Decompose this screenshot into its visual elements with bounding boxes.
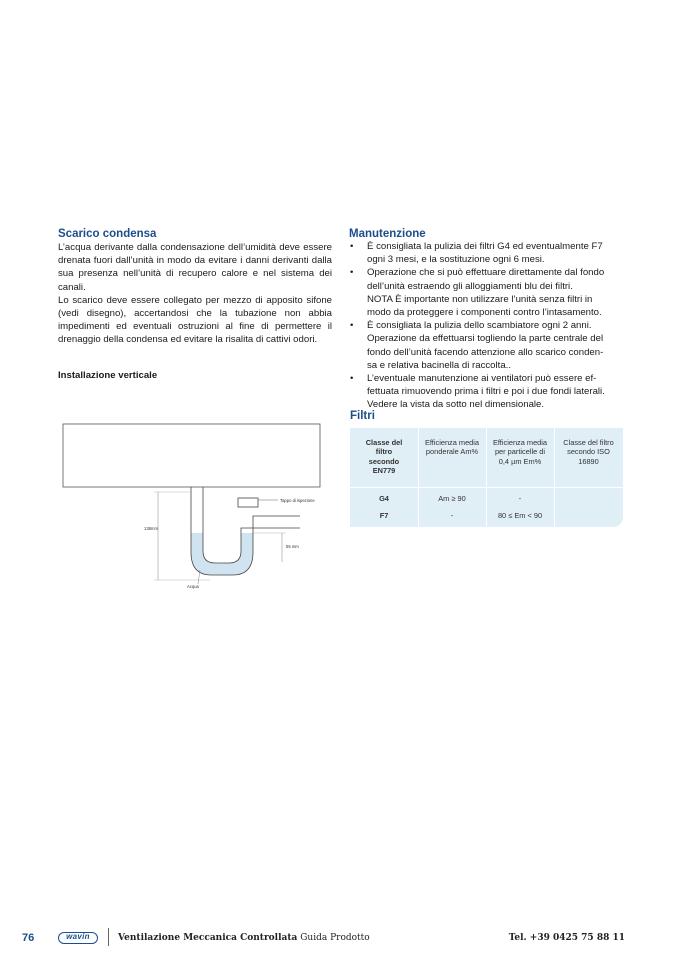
- bullet-line: • È consigliata la pulizia dello scambiatore ogni 2 anni.: [367, 320, 592, 332]
- label-depth: 55 mm: [286, 544, 299, 549]
- table-cell: 80 ≤ Em < 90: [497, 511, 543, 520]
- wavin-logo: [58, 932, 98, 944]
- section-title-filtri: Filtri: [350, 410, 375, 422]
- label-water: Acqua: [187, 584, 199, 589]
- header-line: per particelle di: [494, 447, 546, 457]
- table-header-cell: [418, 438, 486, 457]
- table-header-cell: [554, 438, 623, 466]
- maintenance-bullet: [349, 372, 629, 412]
- unit-box: [63, 424, 320, 487]
- maintenance-bullet: [349, 266, 629, 292]
- document-title-regular: Guida Prodotto: [300, 933, 370, 943]
- header-line: 0,4 µm Em%: [498, 456, 542, 466]
- bullet-line: ogni 3 mesi, e la sostituzione ogni 6 mesi.: [367, 254, 545, 266]
- maintenance-note: [349, 293, 629, 319]
- page-number: 76: [22, 932, 35, 944]
- table-cell: -: [450, 511, 454, 520]
- table-header-cell: [486, 438, 554, 466]
- bullet-line: Vedere la vista da sotto nel dimensionale.: [367, 399, 545, 411]
- scarico-condensa-body: [58, 241, 332, 347]
- bullet-line: dell’unità estraendo gli alloggiamenti blu dei filtri.: [367, 280, 573, 292]
- manutenzione-list: [349, 240, 629, 412]
- maintenance-bullet: [349, 319, 629, 372]
- subtitle-installazione-verticale: Installazione verticale: [58, 370, 158, 381]
- bullet-line: • È consigliata la pulizia dei filtri G4 ed eventualmente F7: [367, 241, 603, 252]
- document-title-bold: Ventilazione Meccanica Controllata: [118, 933, 298, 943]
- header-line: secondo: [368, 456, 400, 466]
- footer-separator: [108, 928, 109, 946]
- note-line: modo da proteggere i componenti contro l’intasamento.: [367, 307, 602, 319]
- maintenance-bullet: [349, 240, 629, 266]
- label-cap: Tappo di ispezione: [280, 498, 315, 503]
- header-line: filtro: [375, 447, 393, 457]
- table-header-cell: [350, 438, 418, 476]
- note-line: NOTA È importante non utilizzare l’unità senza filtri in: [367, 293, 593, 305]
- scarico-paragraph-2: Lo scarico deve essere collegato per mezzo di apposito sifone (vedi disegno), accertandosi che la tubazione non abbia impedimenti ed eventuali ostruzioni al fine di permettere il drenaggio della condensa ed evitare la risalita di cattivi odori.: [58, 294, 332, 346]
- bullet-line: • Operazione che si può effettuare direttamente dal fondo: [367, 267, 605, 279]
- logo-text: wavin: [66, 932, 90, 941]
- header-line: Classe del: [365, 438, 403, 447]
- scarico-paragraph-1: L’acqua derivante dalla condensazione dell’umidità deve essere drenata fuori dall’unità in modo da evitare i danni derivanti dalla sua presenza nell’unità di recupero calore e nel sistema dei canali.: [58, 242, 332, 293]
- header-line: Classe del filtro: [563, 438, 614, 447]
- bullet-line: sa e relativa bacinella di raccolta..: [367, 359, 511, 371]
- header-line: Efficienza media: [424, 438, 480, 447]
- bullet-line: fettuata rimuovendo prima i filtri e poi i due fondi laterali.: [367, 386, 605, 398]
- section-title-manutenzione: Manutenzione: [349, 228, 426, 240]
- inspection-cap: [238, 498, 258, 507]
- bullet-line: • L’eventuale manutenzione ai ventilatori può essere ef-: [367, 373, 597, 385]
- filter-table: [350, 428, 623, 527]
- table-header-divider: [350, 487, 623, 488]
- label-height: 138mm: [144, 526, 158, 531]
- page-footer: [0, 930, 678, 948]
- header-line: Efficienza media: [492, 438, 548, 447]
- header-line: ponderale Am%: [425, 447, 479, 457]
- bullet-line: fondo dell’unità facendo attenzione allo scarico conden-: [367, 346, 604, 358]
- section-title-scarico-condensa: Scarico condensa: [58, 228, 157, 240]
- header-line: secondo ISO: [567, 447, 610, 457]
- footer-phone: Tel. +39 0425 75 88 11: [508, 933, 625, 943]
- water-fill: [191, 533, 253, 575]
- table-cell: Am ≥ 90: [438, 494, 466, 503]
- table-cell-class: G4: [379, 494, 389, 503]
- header-line: EN779: [372, 466, 396, 476]
- table-cell-class: F7: [379, 511, 389, 520]
- header-line: 16890: [578, 456, 599, 466]
- siphon-diagram: [60, 420, 340, 595]
- table-cell: -: [518, 494, 522, 503]
- bullet-line: Operazione da effettuarsi togliendo la parte centrale del: [367, 333, 604, 345]
- document-title: [118, 933, 370, 943]
